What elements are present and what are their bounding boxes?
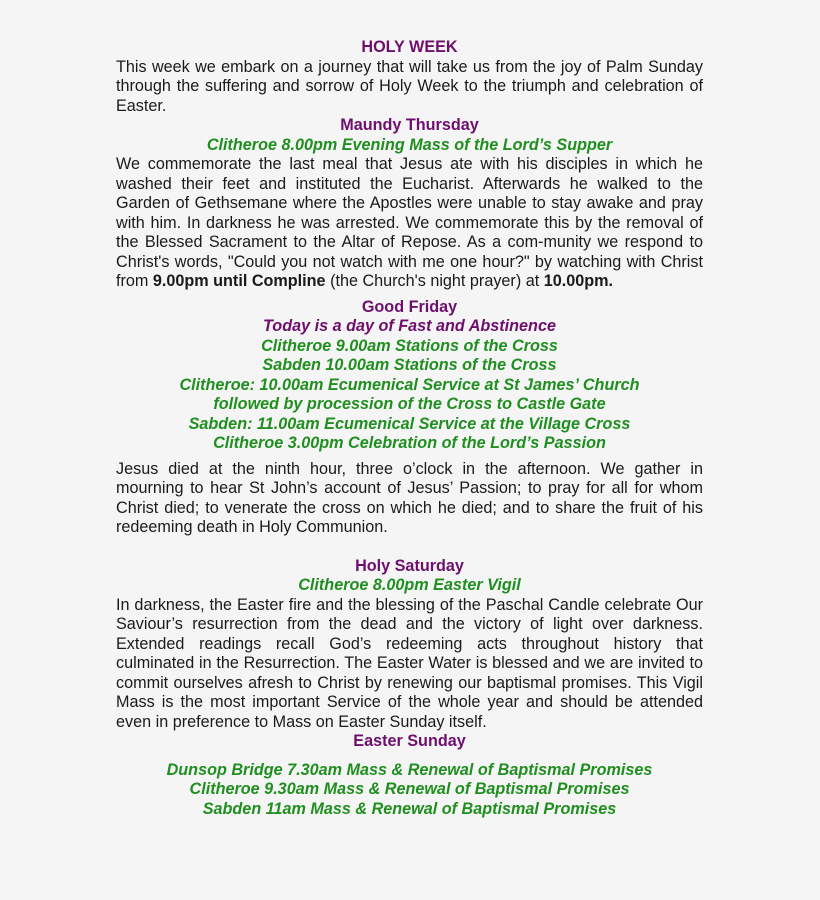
body-text-bold: 9.00pm until Compline (152, 272, 326, 290)
schedule-line: Sabden: 11.00am Ecumenical Service at the Village Cross (188, 414, 631, 433)
body-text: (the Church's night prayer) at (325, 272, 544, 290)
schedule-line: followed by procession of the Cross to Castle Gate (213, 395, 606, 413)
heading-good-friday: Good Friday (361, 297, 458, 316)
schedule-line: Clitheroe 8.00pm Easter Vigil (298, 576, 521, 594)
fast-abstinence-note: Today is a day of Fast and Abstinence (263, 317, 556, 335)
holy-saturday-paragraph: In darkness, the Easter fire and the blessing of the Paschal Candle celebrate Our Saviour’s resurrection from the dead and the victory of light over darkness. Extended readings recall God’s redeeming acts throughout history that culminated in the Resurrection. The Easter Water is blessed and we are invited to commit ourselves afresh to Christ by renewing our baptismal promises. This Vigil Mass is the most important Service of the whole year and should be attended even in preference to Mass on Easter Sunday itself. (116, 595, 703, 731)
schedule-line: Dunsop Bridge 7.30am Mass & Renewal of Baptismal Promises (166, 760, 653, 779)
maundy-thursday-paragraph (116, 155, 703, 292)
schedule-line: Sabden 11am Mass & Renewal of Baptismal Promises (202, 799, 617, 818)
body-text-bold: 10.00pm. (543, 272, 613, 290)
page-title: HOLY WEEK (361, 38, 458, 56)
heading-holy-saturday: Holy Saturday (355, 556, 464, 575)
schedule-line: Sabden 10.00am Stations of the Cross (262, 356, 557, 374)
good-friday-paragraph: Jesus died at the ninth hour, three o’clock in the afternoon. We gather in mourning to hear St John’s account of Jesus’ Passion; to pray for all for whom Christ died; to venerate the cross on which he died; and to share the fruit of his redeeming death in Holy Communion. (116, 459, 703, 536)
holy-week-document (116, 38, 703, 819)
heading-easter-sunday: Easter Sunday (353, 732, 466, 750)
schedule-line: Clitheroe 8.00pm Evening Mass of the Lord’s Supper (206, 135, 613, 154)
schedule-line: Clitheroe 3.00pm Celebration of the Lord’s Passion (213, 434, 606, 452)
schedule-line: Clitheroe 9.30am Mass & Renewal of Baptismal Promises (189, 780, 630, 798)
schedule-line: Clitheroe 9.00am Stations of the Cross (261, 336, 558, 355)
schedule-line: Clitheroe: 10.00am Ecumenical Service at St James’ Church (179, 375, 640, 394)
heading-maundy-thursday: Maundy Thursday (340, 116, 479, 134)
intro-paragraph: This week we embark on a journey that will take us from the joy of Palm Sunday through the suffering and sorrow of Holy Week to the triumph and celebration of Easter. (116, 57, 703, 115)
body-text: We commemorate the last meal that Jesus ate with his disciples in which he washed their feet and instituted the Eucharist. Afterwards he walked to the Garden of Gethsemane where the Apostles were unable to stay awake and pray with him. In darkness he was arrested. We commemorate this by the removal of the Blessed Sacrament to the Altar of Repose. As a com-munity we respond to Christ's words, "Could you not watch with me one hour?" by watching with Christ from (116, 155, 703, 290)
